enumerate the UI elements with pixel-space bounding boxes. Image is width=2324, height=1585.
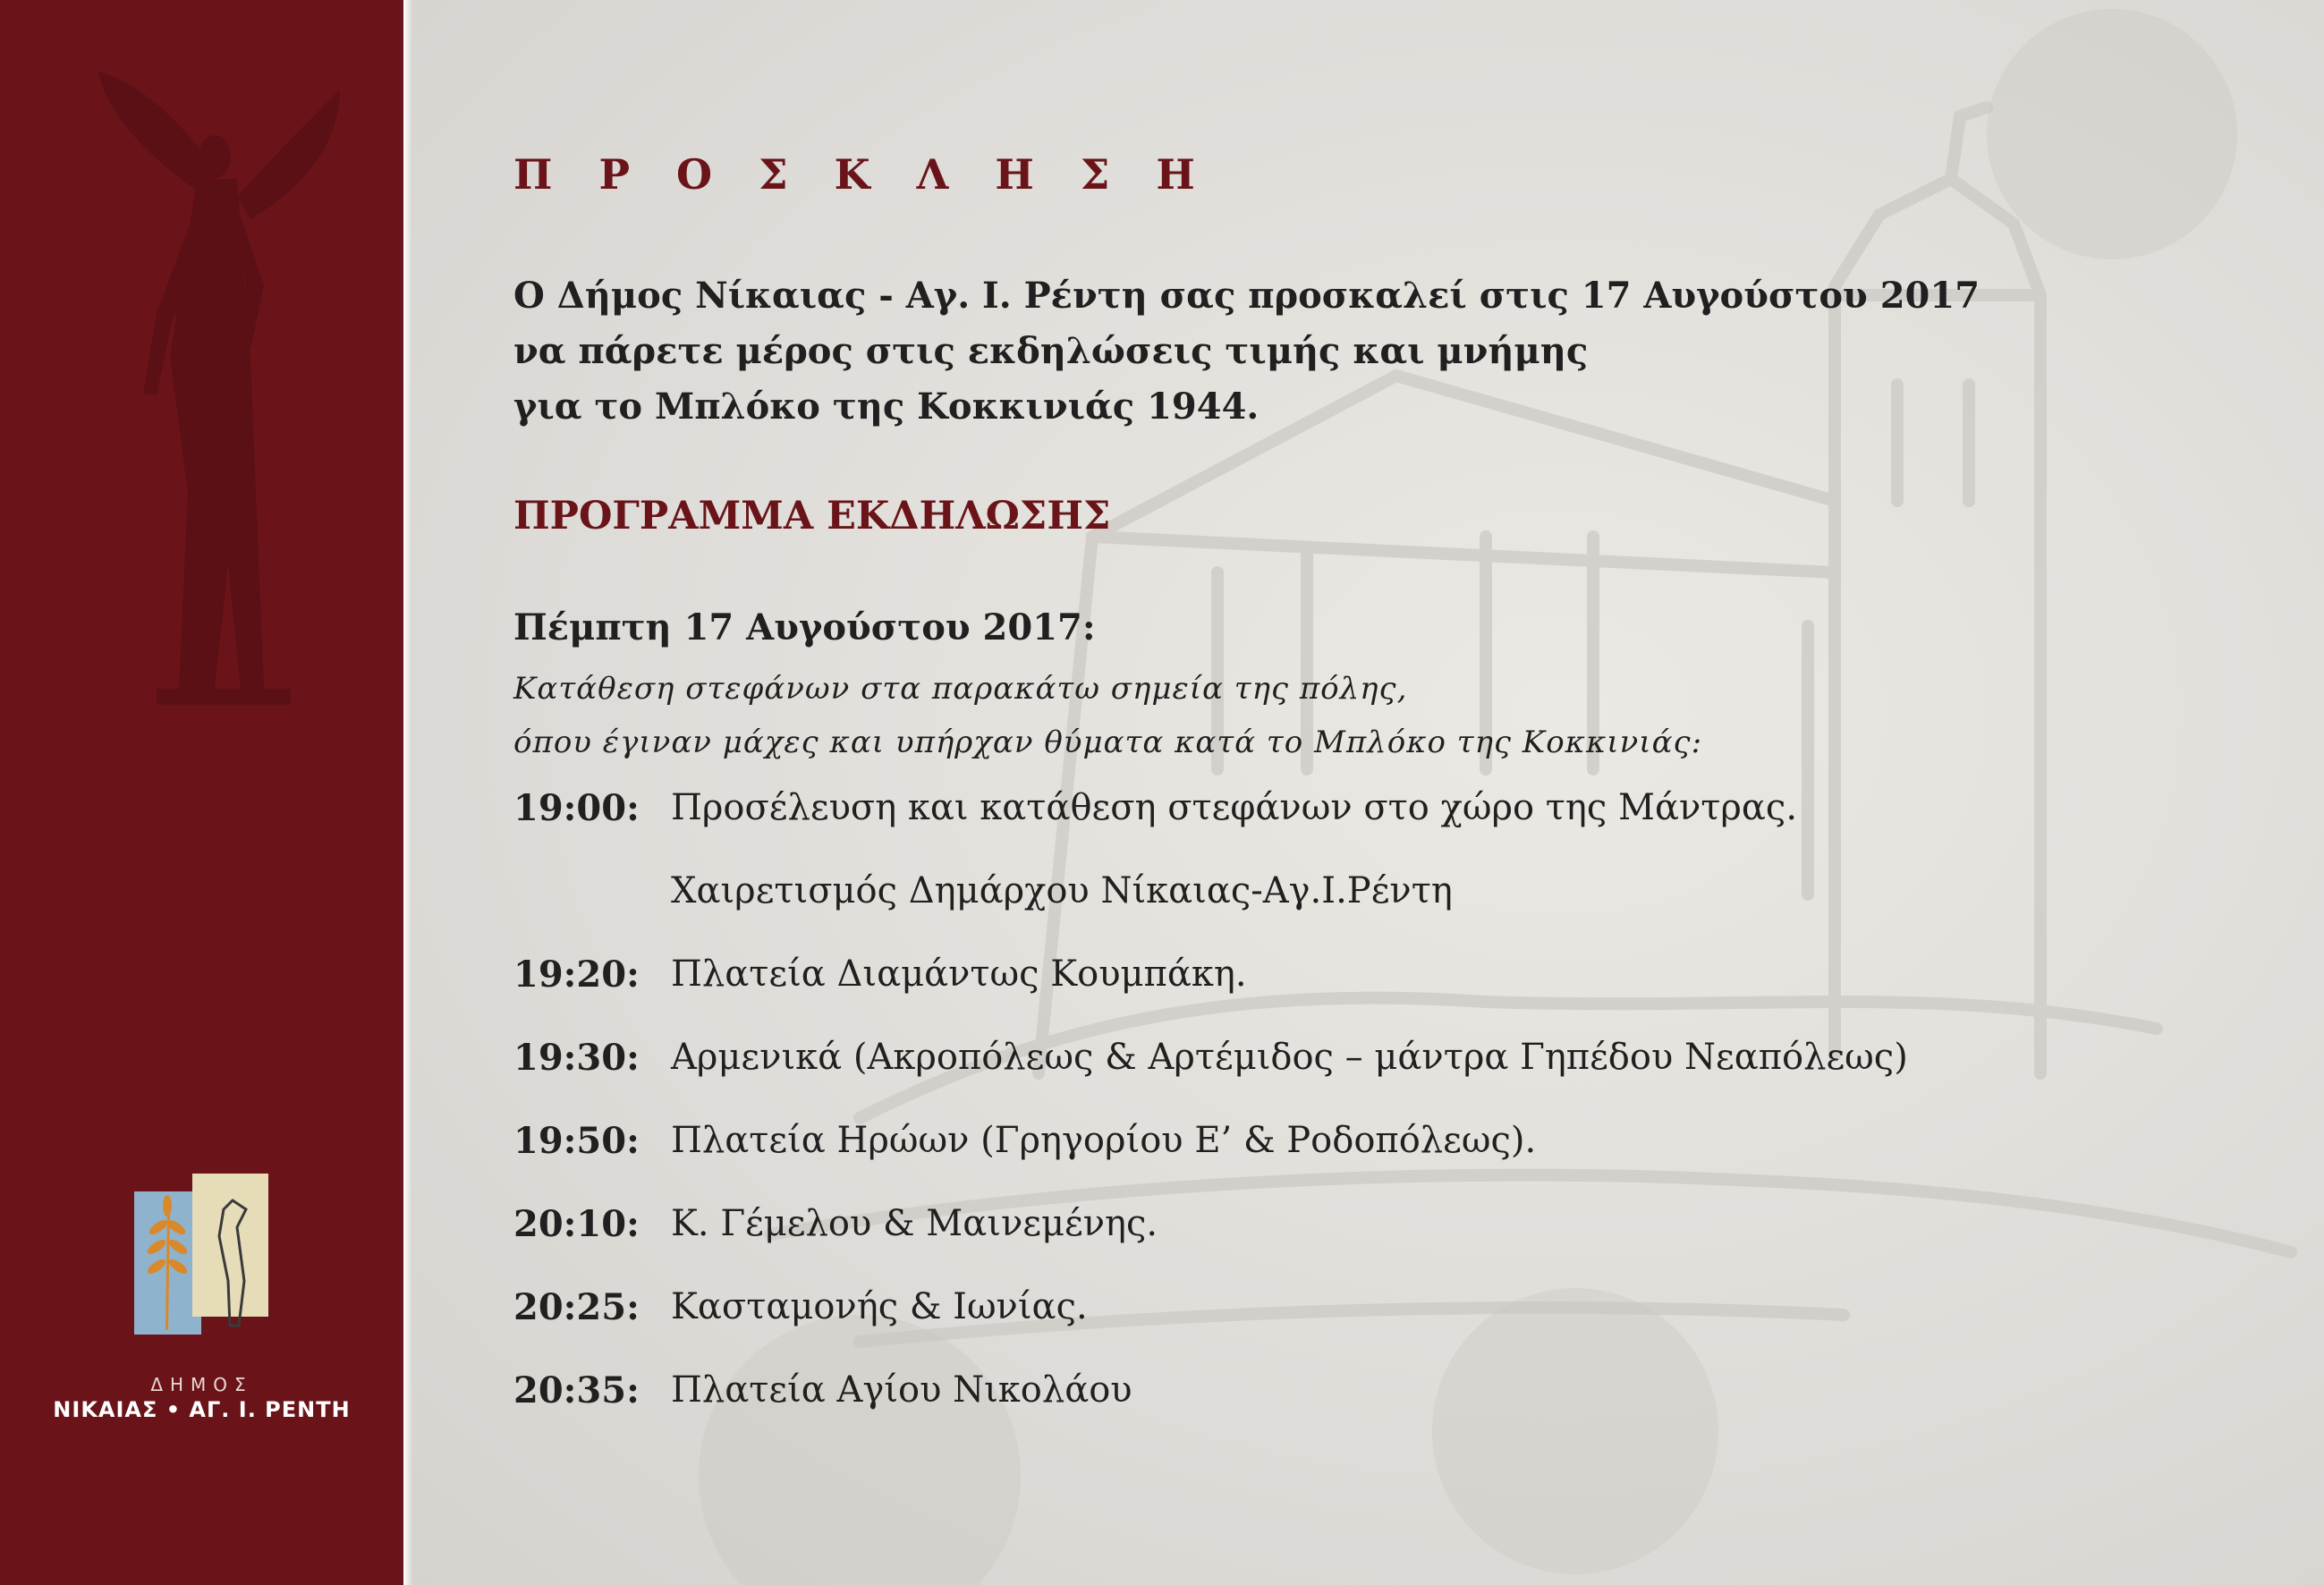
schedule-time: 20:10: (513, 1203, 640, 1245)
municipality-logo (0, 1163, 403, 1431)
event-description (513, 662, 1702, 769)
description-line: όπου έγιναν μάχες και υπήρχαν θύματα κατά το Μπλόκο της Κοκκινιάς: (513, 725, 1703, 760)
intro-line: για το Μπλόκο της Κοκκινιάς 1944. (513, 386, 1260, 428)
event-day: Πέμπτη 17 Αυγούστου 2017: (513, 606, 1096, 648)
schedule-place: Αρμενικά (Ακροπόλεως & Αρτέμιδος – μάντρα Γηπέδου Νεαπόλεως) (671, 1037, 1908, 1078)
logo-label-small: ΔΗΜΟΣ (150, 1374, 253, 1395)
municipality-logo-mark (130, 1174, 273, 1352)
schedule-time: 19:20: (513, 954, 640, 996)
schedule-place: Χαιρετισμός Δημάρχου Νίκαιας-Αγ.Ι.Ρέντη (671, 870, 1453, 911)
schedule-time: 19:30: (513, 1037, 640, 1079)
schedule-time: 19:00: (513, 787, 640, 829)
sidebar-panel (0, 0, 403, 1585)
intro-line: να πάρετε μέρος στις εκδηλώσεις τιμής και μνήμης (513, 330, 1589, 372)
description-line: Κατάθεση στεφάνων στα παρακάτω σημεία της πόλης, (513, 671, 1408, 707)
schedule-time: 20:25: (513, 1286, 640, 1328)
schedule-place: Προσέλευση και κατάθεση στεφάνων στο χώρο της Μάντρας. (671, 787, 1798, 828)
logo-label-big: ΝΙΚΑΙΑΣ • ΑΓ. Ι. ΡΕΝΤΗ (53, 1397, 351, 1422)
invitation-title: Π Ρ Ο Σ Κ Λ Η Σ Η (513, 150, 1211, 199)
angel-statue-image (72, 63, 358, 742)
invitation-intro (513, 268, 1980, 435)
panel-divider (403, 0, 412, 1585)
schedule-place: Πλατεία Αγίου Νικολάου (671, 1369, 1132, 1411)
schedule-place: Πλατεία Ηρώων (Γρηγορίου Ε’ & Ροδοπόλεως). (671, 1120, 1537, 1161)
schedule-place: Κασταμονής & Ιωνίας. (671, 1286, 1088, 1327)
schedule-place: Κ. Γέμελου & Μαινεμένης. (671, 1203, 1158, 1244)
intro-line: Ο Δήμος Νίκαιας - Αγ. Ι. Ρέντη σας προσκαλεί στις 17 Αυγούστου 2017 (513, 275, 1980, 317)
schedule-time: 19:50: (513, 1120, 640, 1162)
schedule-time: 20:35: (513, 1369, 640, 1411)
schedule-place: Πλατεία Διαμάντως Κουμπάκη. (671, 954, 1247, 995)
program-title: ΠΡΟΓΡΑΜΜΑ ΕΚΔΗΛΩΣΗΣ (513, 494, 1111, 538)
